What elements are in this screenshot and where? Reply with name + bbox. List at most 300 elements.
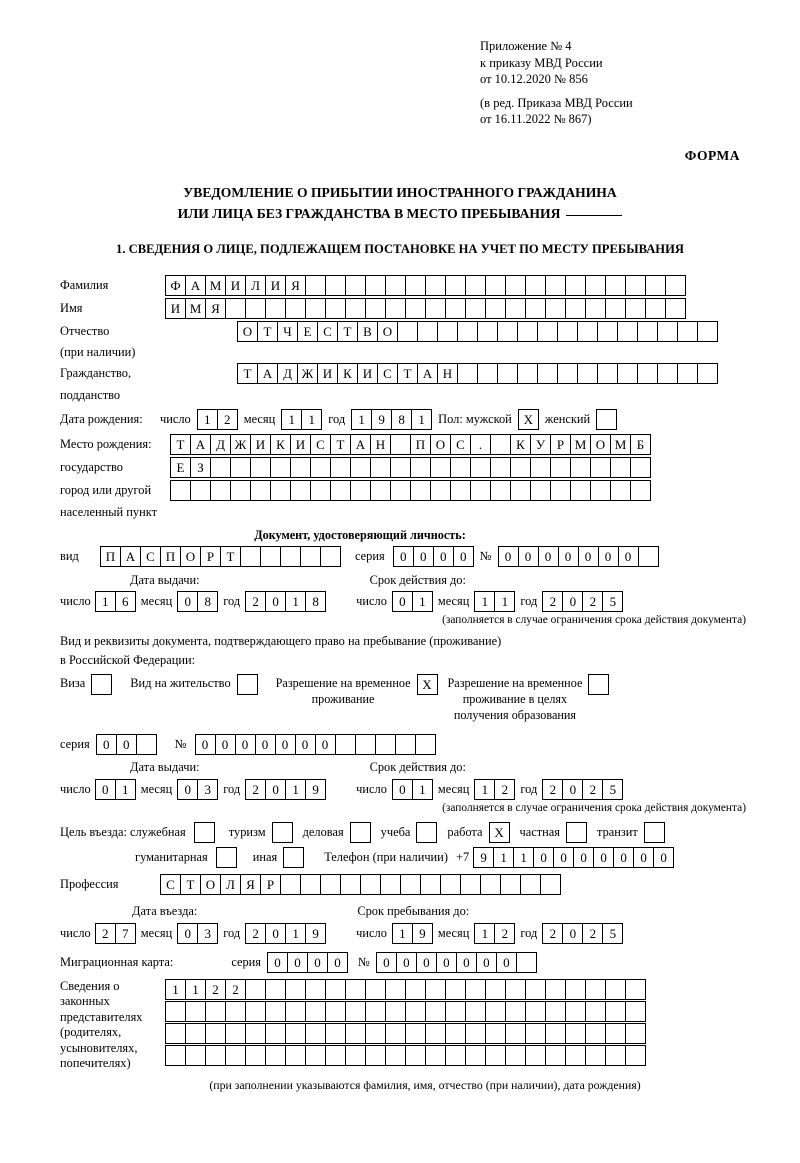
patronymic-cell[interactable]	[577, 321, 598, 342]
rep-4-cell[interactable]	[325, 1045, 346, 1066]
name-cell[interactable]: И	[165, 298, 186, 319]
birthplace-2-cell[interactable]	[470, 457, 491, 478]
surname-cell[interactable]	[565, 275, 586, 296]
profession-cell[interactable]	[280, 874, 301, 895]
surname-cell[interactable]	[605, 275, 626, 296]
phone-cell[interactable]: 1	[513, 847, 534, 868]
identity-valid-year-cell[interactable]: 2	[582, 591, 603, 612]
profession-cell[interactable]	[300, 874, 321, 895]
name-cell[interactable]	[625, 298, 646, 319]
rep-1-cell[interactable]	[385, 979, 406, 1000]
citizenship-cell[interactable]: И	[357, 363, 378, 384]
permit-number-cell[interactable]: 0	[255, 734, 276, 755]
identity-kind-cell[interactable]: Т	[220, 546, 241, 567]
birth-year-cell[interactable]: 9	[371, 409, 392, 430]
identity-number-cell[interactable]: 0	[578, 546, 599, 567]
rep-1-cell[interactable]	[445, 979, 466, 1000]
birthplace-3-cell[interactable]	[350, 480, 371, 501]
birthplace-2-cell[interactable]	[590, 457, 611, 478]
permit-issue-day-input[interactable]	[95, 779, 136, 800]
birthplace-1-cell[interactable]: С	[450, 434, 471, 455]
stay-month-cell[interactable]: 2	[494, 923, 515, 944]
patronymic-cell[interactable]	[497, 321, 518, 342]
permit-valid-day-cell[interactable]: 1	[412, 779, 433, 800]
surname-cell[interactable]: А	[185, 275, 206, 296]
birthplace-3-cell[interactable]	[170, 480, 191, 501]
rep-4-cell[interactable]	[225, 1045, 246, 1066]
rep-1-cell[interactable]	[365, 979, 386, 1000]
surname-cell[interactable]: Л	[245, 275, 266, 296]
patronymic-cell[interactable]	[677, 321, 698, 342]
birthplace-1-cell[interactable]: М	[610, 434, 631, 455]
profession-cell[interactable]	[460, 874, 481, 895]
rep-2-cell[interactable]	[325, 1001, 346, 1022]
rep-3-cell[interactable]	[425, 1023, 446, 1044]
rep-4-cell[interactable]	[545, 1045, 566, 1066]
patronymic-cell[interactable]: В	[357, 321, 378, 342]
identity-valid-year-cell[interactable]: 5	[602, 591, 623, 612]
entry-year-cell[interactable]: 2	[245, 923, 266, 944]
birthplace-2-cell[interactable]: Е	[170, 457, 191, 478]
rep-3-cell[interactable]	[545, 1023, 566, 1044]
rep-3-cell[interactable]	[565, 1023, 586, 1044]
birthplace-1-cell[interactable]: .	[470, 434, 491, 455]
permit-number-cell[interactable]: 0	[315, 734, 336, 755]
rep-3-cell[interactable]	[625, 1023, 646, 1044]
identity-series-input[interactable]	[393, 546, 474, 567]
surname-cell[interactable]	[325, 275, 346, 296]
identity-issue-year-cell[interactable]: 8	[305, 591, 326, 612]
representatives-row-1[interactable]	[165, 979, 646, 1000]
name-cell[interactable]	[285, 298, 306, 319]
permit-valid-year-cell[interactable]: 2	[582, 779, 603, 800]
citizenship-cell[interactable]	[597, 363, 618, 384]
birthplace-1-cell[interactable]: А	[190, 434, 211, 455]
rep-2-cell[interactable]	[445, 1001, 466, 1022]
birthplace-2-cell[interactable]	[350, 457, 371, 478]
rep-2-cell[interactable]	[505, 1001, 526, 1022]
patronymic-cell[interactable]	[457, 321, 478, 342]
rep-2-cell[interactable]	[425, 1001, 446, 1022]
identity-number-input[interactable]	[498, 546, 659, 567]
citizenship-cell[interactable]: С	[377, 363, 398, 384]
phone-cell[interactable]: 0	[593, 847, 614, 868]
migration-number-cell[interactable]	[516, 952, 537, 973]
identity-kind-cell[interactable]	[240, 546, 261, 567]
sex-female-checkbox[interactable]	[596, 409, 617, 430]
name-cell[interactable]	[525, 298, 546, 319]
permit-issue-day-cell[interactable]: 1	[115, 779, 136, 800]
surname-cell[interactable]	[345, 275, 366, 296]
rep-2-cell[interactable]	[365, 1001, 386, 1022]
birthplace-3-cell[interactable]	[230, 480, 251, 501]
rep-4-cell[interactable]	[245, 1045, 266, 1066]
identity-series-cell[interactable]: 0	[393, 546, 414, 567]
identity-valid-day-input[interactable]	[392, 591, 433, 612]
birthplace-3-cell[interactable]	[590, 480, 611, 501]
rep-3-cell[interactable]	[265, 1023, 286, 1044]
identity-number-cell[interactable]: 0	[598, 546, 619, 567]
citizenship-cell[interactable]	[657, 363, 678, 384]
birthplace-3-cell[interactable]	[430, 480, 451, 501]
rep-4-cell[interactable]	[425, 1045, 446, 1066]
citizenship-cell[interactable]	[617, 363, 638, 384]
birthplace-3-cell[interactable]	[470, 480, 491, 501]
representatives-row-3[interactable]	[165, 1023, 646, 1044]
permit-number-cell[interactable]	[355, 734, 376, 755]
profession-cell[interactable]	[520, 874, 541, 895]
migration-number-cell[interactable]: 0	[456, 952, 477, 973]
profession-cell[interactable]	[440, 874, 461, 895]
permit-issue-day-cell[interactable]: 0	[95, 779, 116, 800]
citizenship-cell[interactable]: Д	[277, 363, 298, 384]
birthplace-3-cell[interactable]	[450, 480, 471, 501]
name-cell[interactable]	[645, 298, 666, 319]
permit-number-cell[interactable]: 0	[195, 734, 216, 755]
rep-4-cell[interactable]	[165, 1045, 186, 1066]
rep-3-cell[interactable]	[185, 1023, 206, 1044]
stay-year-cell[interactable]: 2	[582, 923, 603, 944]
identity-kind-cell[interactable]	[320, 546, 341, 567]
birthplace-1-cell[interactable]: Д	[210, 434, 231, 455]
birthplace-2-cell[interactable]	[430, 457, 451, 478]
name-cell[interactable]	[605, 298, 626, 319]
patronymic-cell[interactable]: О	[237, 321, 258, 342]
birthplace-2-cell[interactable]	[570, 457, 591, 478]
rep-2-cell[interactable]	[405, 1001, 426, 1022]
birthplace-3-cell[interactable]	[370, 480, 391, 501]
rep-4-cell[interactable]	[205, 1045, 226, 1066]
rep-2-cell[interactable]	[305, 1001, 326, 1022]
rep-3-cell[interactable]	[365, 1023, 386, 1044]
birthplace-1-cell[interactable]: Ж	[230, 434, 251, 455]
profession-cell[interactable]: Я	[240, 874, 261, 895]
rep-3-cell[interactable]	[245, 1023, 266, 1044]
birthplace-1-cell[interactable]: О	[430, 434, 451, 455]
stay-month-input[interactable]	[474, 923, 515, 944]
rep-2-cell[interactable]	[625, 1001, 646, 1022]
birthplace-3-cell[interactable]	[210, 480, 231, 501]
citizenship-cell[interactable]	[677, 363, 698, 384]
birthplace-2-cell[interactable]	[530, 457, 551, 478]
citizenship-cell[interactable]	[557, 363, 578, 384]
rep-3-cell[interactable]	[205, 1023, 226, 1044]
permit-issue-month-cell[interactable]: 0	[177, 779, 198, 800]
purpose-other-checkbox[interactable]	[283, 847, 304, 868]
identity-valid-month-cell[interactable]: 1	[474, 591, 495, 612]
rep-3-cell[interactable]	[325, 1023, 346, 1044]
surname-cell[interactable]	[425, 275, 446, 296]
purpose-private-checkbox[interactable]	[566, 822, 587, 843]
rep-3-cell[interactable]	[345, 1023, 366, 1044]
rep-1-cell[interactable]: 2	[205, 979, 226, 1000]
phone-cell[interactable]: 0	[573, 847, 594, 868]
rep-2-cell[interactable]	[185, 1001, 206, 1022]
citizenship-cell[interactable]: Н	[437, 363, 458, 384]
birthplace-2-cell[interactable]	[550, 457, 571, 478]
representatives-row-4[interactable]	[165, 1045, 646, 1066]
surname-cell[interactable]	[665, 275, 686, 296]
patronymic-cell[interactable]	[397, 321, 418, 342]
migration-number-cell[interactable]: 0	[416, 952, 437, 973]
rep-4-cell[interactable]	[485, 1045, 506, 1066]
birthplace-1-cell[interactable]	[390, 434, 411, 455]
migration-number-cell[interactable]: 0	[436, 952, 457, 973]
name-cell[interactable]	[485, 298, 506, 319]
rep-1-cell[interactable]	[305, 979, 326, 1000]
phone-cell[interactable]: 0	[613, 847, 634, 868]
surname-cell[interactable]	[305, 275, 326, 296]
profession-cell[interactable]	[380, 874, 401, 895]
birth-year-cell[interactable]: 1	[411, 409, 432, 430]
patronymic-cell[interactable]	[557, 321, 578, 342]
surname-cell[interactable]	[465, 275, 486, 296]
surname-cell[interactable]: И	[265, 275, 286, 296]
rep-4-cell[interactable]	[525, 1045, 546, 1066]
rep-2-cell[interactable]	[165, 1001, 186, 1022]
identity-issue-month-cell[interactable]: 8	[197, 591, 218, 612]
birthplace-2-cell[interactable]	[510, 457, 531, 478]
birth-day-input[interactable]	[197, 409, 238, 430]
birthplace-2-cell[interactable]	[230, 457, 251, 478]
rep-3-cell[interactable]	[305, 1023, 326, 1044]
permit-valid-month-input[interactable]	[474, 779, 515, 800]
purpose-study-checkbox[interactable]	[416, 822, 437, 843]
identity-issue-year-cell[interactable]: 2	[245, 591, 266, 612]
migration-number-cell[interactable]: 0	[376, 952, 397, 973]
rep-3-cell[interactable]	[605, 1023, 626, 1044]
rep-1-cell[interactable]: 1	[165, 979, 186, 1000]
rep-3-cell[interactable]	[505, 1023, 526, 1044]
permit-series-cell[interactable]: 0	[96, 734, 117, 755]
birthplace-3-cell[interactable]	[550, 480, 571, 501]
birthplace-2-cell[interactable]	[270, 457, 291, 478]
permit-issue-month-cell[interactable]: 3	[197, 779, 218, 800]
permit-number-cell[interactable]: 0	[295, 734, 316, 755]
identity-kind-cell[interactable]	[280, 546, 301, 567]
entry-year-cell[interactable]: 0	[265, 923, 286, 944]
rep-1-cell[interactable]	[245, 979, 266, 1000]
name-cell[interactable]	[265, 298, 286, 319]
rep-1-cell[interactable]: 2	[225, 979, 246, 1000]
surname-input[interactable]	[165, 275, 686, 296]
name-cell[interactable]	[465, 298, 486, 319]
birthplace-2-cell[interactable]	[370, 457, 391, 478]
sex-male-checkbox[interactable]: X	[518, 409, 539, 430]
migration-series-cell[interactable]: 0	[287, 952, 308, 973]
rep-2-cell[interactable]	[225, 1001, 246, 1022]
surname-cell[interactable]	[405, 275, 426, 296]
birth-day-cell[interactable]: 1	[197, 409, 218, 430]
surname-cell[interactable]	[545, 275, 566, 296]
representatives-row-2[interactable]	[165, 1001, 646, 1022]
birth-year-cell[interactable]: 8	[391, 409, 412, 430]
stay-day-input[interactable]	[392, 923, 433, 944]
birthplace-line-1[interactable]	[170, 434, 651, 455]
birthplace-2-cell[interactable]	[410, 457, 431, 478]
permit-issue-month-input[interactable]	[177, 779, 218, 800]
identity-valid-month-cell[interactable]: 1	[494, 591, 515, 612]
surname-cell[interactable]	[385, 275, 406, 296]
permit-valid-year-cell[interactable]: 0	[562, 779, 583, 800]
identity-valid-year-cell[interactable]: 0	[562, 591, 583, 612]
birthplace-2-cell[interactable]	[450, 457, 471, 478]
surname-cell[interactable]	[445, 275, 466, 296]
permit-number-cell[interactable]	[395, 734, 416, 755]
birth-year-cell[interactable]: 1	[351, 409, 372, 430]
patronymic-cell[interactable]	[517, 321, 538, 342]
identity-series-cell[interactable]: 0	[433, 546, 454, 567]
patronymic-cell[interactable]	[597, 321, 618, 342]
permit-number-cell[interactable]: 0	[275, 734, 296, 755]
rep-2-cell[interactable]	[545, 1001, 566, 1022]
birth-year-input[interactable]	[351, 409, 432, 430]
name-cell[interactable]	[245, 298, 266, 319]
name-cell[interactable]	[445, 298, 466, 319]
rep-1-cell[interactable]	[325, 979, 346, 1000]
patronymic-cell[interactable]	[617, 321, 638, 342]
birthplace-3-cell[interactable]	[390, 480, 411, 501]
rep-1-cell[interactable]	[285, 979, 306, 1000]
surname-cell[interactable]: И	[225, 275, 246, 296]
rep-3-cell[interactable]	[385, 1023, 406, 1044]
name-cell[interactable]	[345, 298, 366, 319]
rep-4-cell[interactable]	[345, 1045, 366, 1066]
rep-3-cell[interactable]	[585, 1023, 606, 1044]
birthplace-1-cell[interactable]: У	[530, 434, 551, 455]
permit-issue-year-cell[interactable]: 1	[285, 779, 306, 800]
profession-cell[interactable]	[480, 874, 501, 895]
profession-cell[interactable]	[360, 874, 381, 895]
phone-input[interactable]	[473, 847, 674, 868]
rep-3-cell[interactable]	[465, 1023, 486, 1044]
identity-issue-day-cell[interactable]: 1	[95, 591, 116, 612]
rep-3-cell[interactable]	[525, 1023, 546, 1044]
rep-1-cell[interactable]	[605, 979, 626, 1000]
permit-valid-year-input[interactable]	[542, 779, 623, 800]
name-cell[interactable]	[425, 298, 446, 319]
identity-kind-cell[interactable]: А	[120, 546, 141, 567]
rep-2-cell[interactable]	[345, 1001, 366, 1022]
surname-cell[interactable]	[505, 275, 526, 296]
patronymic-cell[interactable]: Е	[297, 321, 318, 342]
birthplace-3-cell[interactable]	[270, 480, 291, 501]
birthplace-3-cell[interactable]	[330, 480, 351, 501]
citizenship-cell[interactable]	[577, 363, 598, 384]
permit-number-input[interactable]	[195, 734, 436, 755]
birthplace-2-cell[interactable]	[610, 457, 631, 478]
visa-checkbox[interactable]	[91, 674, 112, 695]
patronymic-cell[interactable]	[477, 321, 498, 342]
citizenship-cell[interactable]	[697, 363, 718, 384]
rep-2-cell[interactable]	[245, 1001, 266, 1022]
permit-issue-year-cell[interactable]: 0	[265, 779, 286, 800]
identity-kind-cell[interactable]	[300, 546, 321, 567]
rep-3-cell[interactable]	[445, 1023, 466, 1044]
citizenship-cell[interactable]	[637, 363, 658, 384]
surname-cell[interactable]: Ф	[165, 275, 186, 296]
purpose-work-checkbox[interactable]: X	[489, 822, 510, 843]
rep-4-cell[interactable]	[465, 1045, 486, 1066]
surname-cell[interactable]	[625, 275, 646, 296]
birthplace-1-cell[interactable]: О	[590, 434, 611, 455]
profession-cell[interactable]: С	[160, 874, 181, 895]
rep-3-cell[interactable]	[285, 1023, 306, 1044]
identity-valid-year-cell[interactable]: 2	[542, 591, 563, 612]
entry-year-cell[interactable]: 1	[285, 923, 306, 944]
migration-number-cell[interactable]: 0	[396, 952, 417, 973]
birth-month-cell[interactable]: 1	[281, 409, 302, 430]
purpose-service-checkbox[interactable]	[194, 822, 215, 843]
rep-2-cell[interactable]	[605, 1001, 626, 1022]
identity-number-cell[interactable]: 0	[518, 546, 539, 567]
stay-day-cell[interactable]: 9	[412, 923, 433, 944]
permit-series-input[interactable]	[96, 734, 157, 755]
rep-2-cell[interactable]	[205, 1001, 226, 1022]
permit-valid-month-cell[interactable]: 1	[474, 779, 495, 800]
phone-cell[interactable]: 0	[553, 847, 574, 868]
birthplace-1-cell[interactable]: Н	[370, 434, 391, 455]
migration-number-input[interactable]	[376, 952, 537, 973]
rep-4-cell[interactable]	[285, 1045, 306, 1066]
birthplace-1-cell[interactable]: Т	[170, 434, 191, 455]
profession-cell[interactable]	[540, 874, 561, 895]
stay-year-cell[interactable]: 0	[562, 923, 583, 944]
rep-4-cell[interactable]	[185, 1045, 206, 1066]
identity-issue-year-cell[interactable]: 0	[265, 591, 286, 612]
rep-1-cell[interactable]	[485, 979, 506, 1000]
birthplace-3-cell[interactable]	[510, 480, 531, 501]
patronymic-cell[interactable]	[637, 321, 658, 342]
name-cell[interactable]	[505, 298, 526, 319]
birthplace-line-3[interactable]	[170, 480, 651, 501]
profession-input[interactable]	[160, 874, 561, 895]
birthplace-2-cell[interactable]: З	[190, 457, 211, 478]
birthplace-3-cell[interactable]	[570, 480, 591, 501]
rep-1-cell[interactable]	[405, 979, 426, 1000]
name-cell[interactable]	[325, 298, 346, 319]
name-cell[interactable]: М	[185, 298, 206, 319]
birth-day-cell[interactable]: 2	[217, 409, 238, 430]
rep-2-cell[interactable]	[585, 1001, 606, 1022]
citizenship-cell[interactable]: И	[317, 363, 338, 384]
name-cell[interactable]	[385, 298, 406, 319]
identity-number-cell[interactable]	[638, 546, 659, 567]
entry-day-input[interactable]	[95, 923, 136, 944]
surname-cell[interactable]	[365, 275, 386, 296]
rep-2-cell[interactable]	[265, 1001, 286, 1022]
permit-issue-year-cell[interactable]: 9	[305, 779, 326, 800]
birthplace-2-cell[interactable]	[310, 457, 331, 478]
birthplace-1-cell[interactable]: С	[310, 434, 331, 455]
residence-permit-checkbox[interactable]	[237, 674, 258, 695]
birthplace-3-cell[interactable]	[310, 480, 331, 501]
rep-1-cell[interactable]	[265, 979, 286, 1000]
rep-2-cell[interactable]	[525, 1001, 546, 1022]
edu-residence-checkbox[interactable]	[588, 674, 609, 695]
purpose-transit-checkbox[interactable]	[644, 822, 665, 843]
profession-cell[interactable]: Л	[220, 874, 241, 895]
birthplace-2-cell[interactable]	[290, 457, 311, 478]
rep-1-cell[interactable]	[505, 979, 526, 1000]
rep-1-cell[interactable]	[425, 979, 446, 1000]
citizenship-cell[interactable]	[457, 363, 478, 384]
identity-kind-cell[interactable]	[260, 546, 281, 567]
profession-cell[interactable]: О	[200, 874, 221, 895]
phone-cell[interactable]: 0	[653, 847, 674, 868]
rep-2-cell[interactable]	[465, 1001, 486, 1022]
permit-valid-day-input[interactable]	[392, 779, 433, 800]
